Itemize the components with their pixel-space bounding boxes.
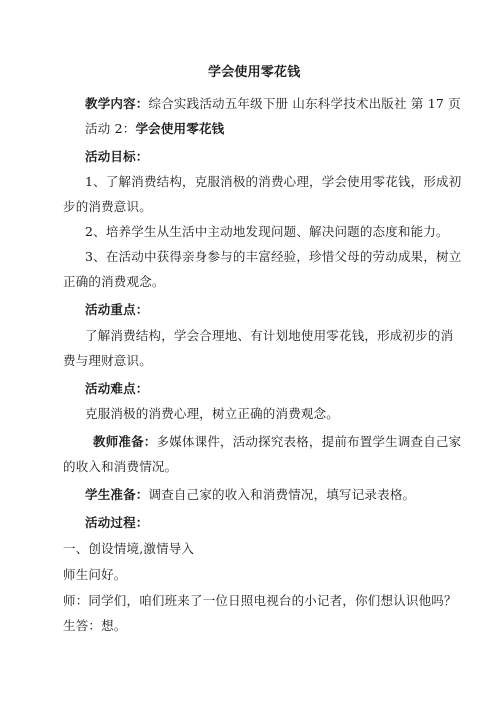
activity-prefix: 活动 2： — [85, 121, 136, 136]
goal-3-line-2: 正确的消费观念。 — [63, 274, 165, 289]
teaching-content-line — [85, 96, 461, 112]
goal-1-line-1: 1、了解消费结构，克服消极的消费心理，学会使用零花钱，形成初 — [85, 174, 462, 189]
goal-3-line-1: 3、在活动中获得亲身参与的丰富经验，珍惜父母的劳动成果，树立 — [85, 249, 462, 264]
student-answer: 生答：想。 — [63, 618, 127, 633]
greeting-line: 师生问好。 — [63, 567, 127, 582]
student-prep-text: 调查自己家的收入和消费情况，填写记录表格。 — [148, 487, 416, 502]
difficulty-text: 克服消极的消费心理，树立正确的消费观念。 — [85, 406, 340, 421]
teacher-prep-line-2: 的收入和消费情况。 — [63, 459, 178, 474]
goals-heading: 活动目标： — [85, 149, 149, 164]
focus-heading: 活动重点： — [85, 302, 149, 317]
process-heading: 活动过程： — [85, 515, 149, 530]
step-1-heading: 一、创设情境,激情导入 — [63, 541, 195, 556]
student-prep-label: 学生准备： — [85, 487, 149, 502]
goal-1-line-2: 步的消费意识。 — [63, 199, 152, 214]
difficulty-heading: 活动难点： — [85, 381, 149, 396]
teacher-prep-label: 教师准备： — [93, 434, 157, 449]
teaching-content-label: 教学内容： — [85, 96, 149, 111]
document-title: 学会使用零花钱 — [208, 65, 301, 80]
teacher-dialogue: 师：同学们，咱们班来了一位日照电视台的小记者，你们想认识他吗？ — [63, 593, 457, 608]
student-prep-line — [85, 487, 415, 503]
focus-line-1: 了解消费结构，学会合理地、有计划地使用零花钱，形成初步的消 — [85, 328, 454, 343]
goal-2: 2、培养学生从生活中主动地发现问题、解决问题的态度和能力。 — [85, 224, 449, 239]
activity-line — [85, 121, 224, 137]
teaching-content-text: 综合实践活动五年级下册 山东科学技术出版社 第 17 页 — [148, 96, 461, 111]
activity-name: 学会使用零花钱 — [135, 121, 225, 136]
teacher-prep-line-1 — [93, 434, 461, 450]
teacher-prep-text: 多媒体课件，活动探究表格，提前布置学生调查自己家 — [156, 434, 462, 449]
focus-line-2: 费与理财意识。 — [63, 353, 152, 368]
